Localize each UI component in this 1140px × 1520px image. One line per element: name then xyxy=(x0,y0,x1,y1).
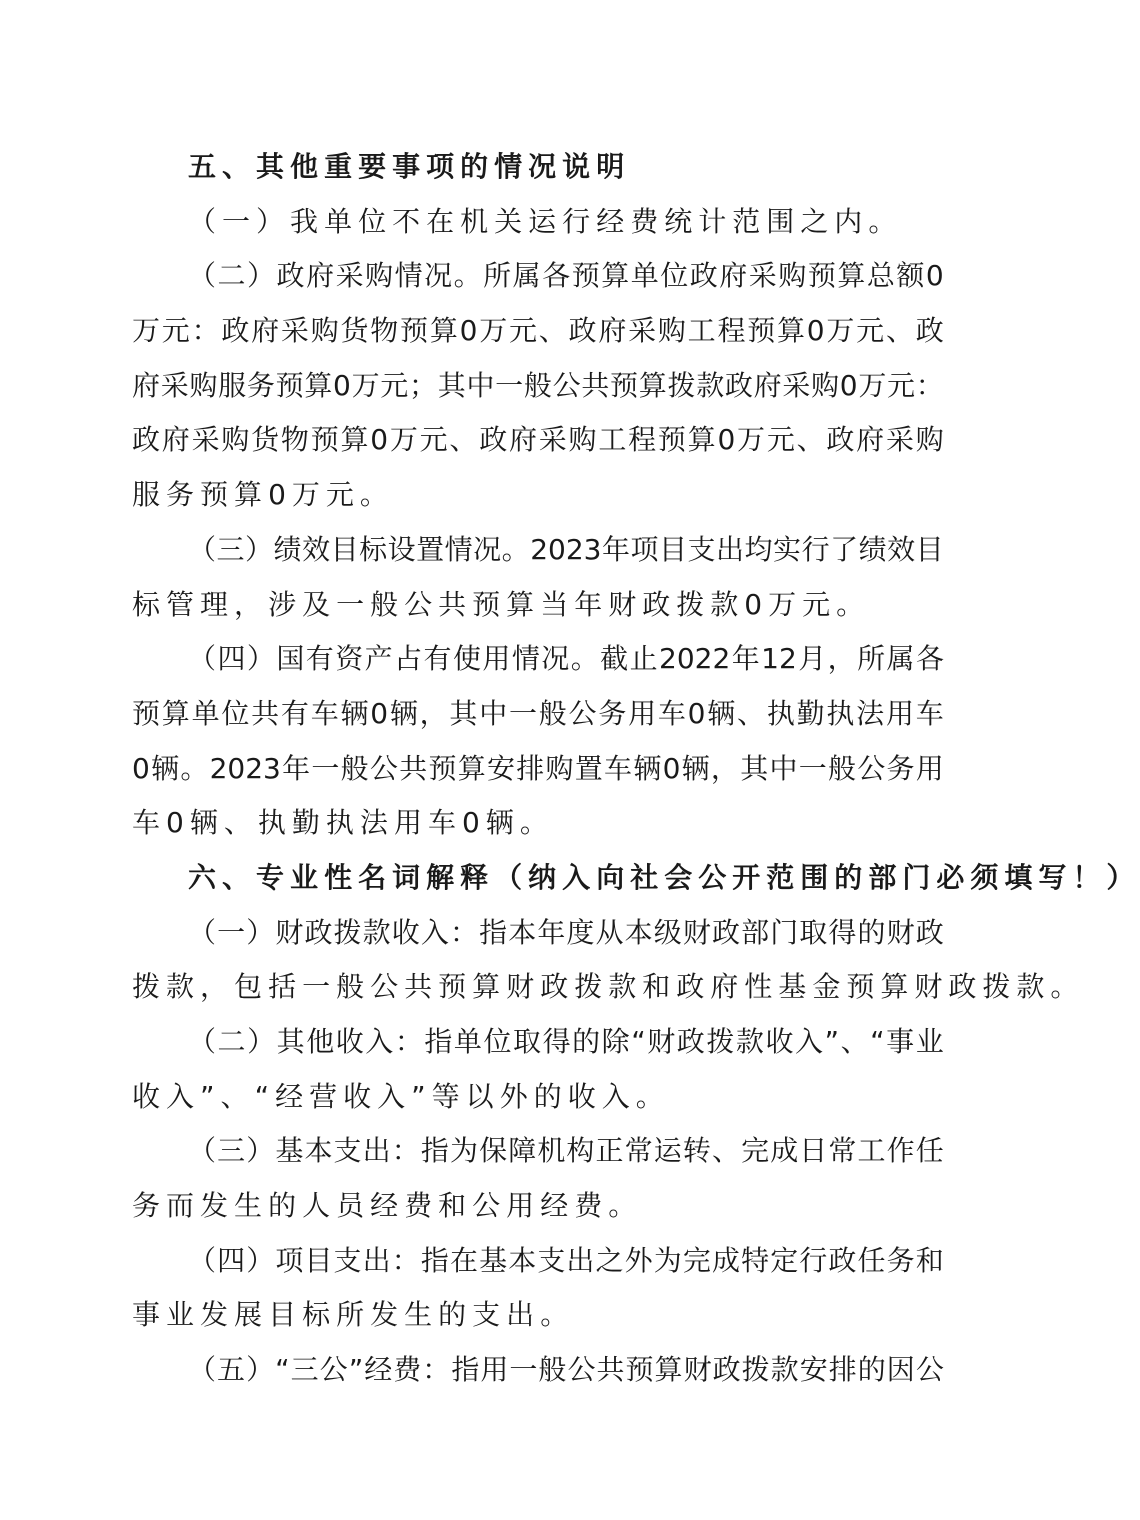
paragraph-line: （ 四 ） 国 有 资 产 占 有 使 用 情 况 。 截 止 2022 年 12 月 ， 所 属 各 xyxy=(188,642,944,676)
paragraph-line: 府 采 购 服 务 预 算 0 万 元 ； 其 中 一 般 公 共 预 算 拨 款 政 府 采 购 0 万 元 ： xyxy=(132,368,944,402)
paragraph-line: 0 辆 。 2023 年 一 般 公 共 预 算 安 排 购 置 车 辆 0 辆 ， 其 中 一 般 公 务 用 xyxy=(132,751,944,785)
paragraph-line: 务 而 发 生 的 人 员 经 费 和 公 用 经 费 。 xyxy=(132,1189,643,1223)
paragraph-line: 标 管 理 ， 涉 及 一 般 公 共 预 算 当 年 财 政 拨 款 0 万 元 。 xyxy=(132,587,871,621)
paragraph-line: （ 三 ） 基 本 支 出 ： 指 为 保 障 机 构 正 常 运 转 、 完 成 日 常 工 作 任 xyxy=(188,1134,944,1168)
paragraph-line: （ 一 ） 我 单 位 不 在 机 关 运 行 经 费 统 计 范 围 之 内 。 xyxy=(188,204,903,238)
section-heading: 六 、 专 业 性 名 词 解 释 （ 纳 入 向 社 会 公 开 范 围 的 部 门 必 须 填 写 ！ ） xyxy=(188,860,1140,894)
paragraph-line: （ 三 ） 绩 效 目 标 设 置 情 况 。 2023 年 项 目 支 出 均 实 行 了 绩 效 目 xyxy=(188,532,944,566)
paragraph-line: 拨 款 ， 包 括 一 般 公 共 预 算 财 政 拨 款 和 政 府 性 基 金 预 算 财 政 拨 款 。 xyxy=(132,970,1085,1004)
paragraph-line: （ 二 ） 其 他 收 入 ： 指 单 位 取 得 的 除 “ 财 政 拨 款 收 入 ” 、 “ 事 业 xyxy=(188,1025,944,1058)
paragraph-line: 服 务 预 算 0 万 元 。 xyxy=(132,478,394,512)
section-heading: 五 、 其 他 重 要 事 项 的 情 况 说 明 xyxy=(188,150,631,183)
paragraph-line: 收 入 ” 、 “ 经 营 收 入 ” 等 以 外 的 收 入 。 xyxy=(132,1079,670,1113)
paragraph-line: 政 府 采 购 货 物 预 算 0 万 元 、 政 府 采 购 工 程 预 算 0 万 元 、 政 府 采 购 xyxy=(132,423,944,457)
paragraph-line: 万 元 ： 政 府 采 购 货 物 预 算 0 万 元 、 政 府 采 购 工 程 预 算 0 万 元 、 政 xyxy=(132,314,944,348)
paragraph-line: 预 算 单 位 共 有 车 辆 0 辆 ， 其 中 一 般 公 务 用 车 0 辆 、 执 勤 执 法 用 车 xyxy=(132,696,944,730)
paragraph-line: 事 业 发 展 目 标 所 发 生 的 支 出 。 xyxy=(132,1298,575,1332)
paragraph-line: （ 五 ） “ 三 公 ” 经 费 ： 指 用 一 般 公 共 预 算 财 政 拨 款 安 排 的 因 公 xyxy=(188,1353,944,1387)
paragraph-line: （ 一 ） 财 政 拨 款 收 入 ： 指 本 年 度 从 本 级 财 政 部 门 取 得 的 财 政 xyxy=(188,915,944,949)
paragraph-line: 车 0 辆 、 执 勤 执 法 用 车 0 辆 。 xyxy=(132,806,554,840)
paragraph-line: （ 二 ） 政 府 采 购 情 况 。 所 属 各 预 算 单 位 政 府 采 购 预 算 总 额 0 xyxy=(188,259,944,293)
document-page xyxy=(132,140,1140,1398)
paragraph-line: （ 四 ） 项 目 支 出 ： 指 在 基 本 支 出 之 外 为 完 成 特 定 行 政 任 务 和 xyxy=(188,1243,944,1277)
